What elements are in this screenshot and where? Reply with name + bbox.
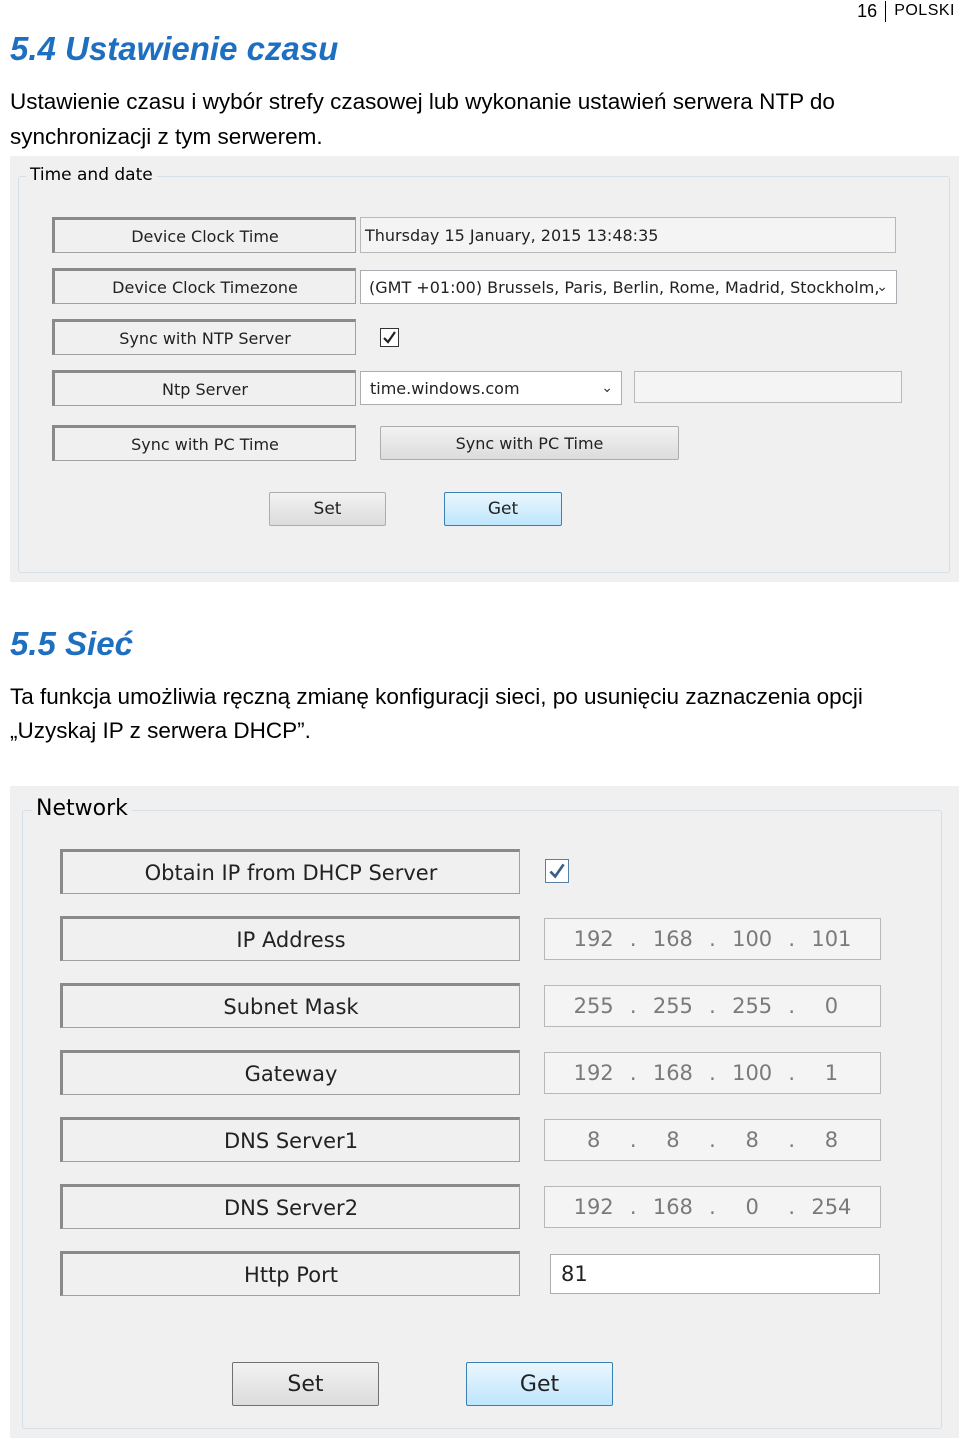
sync-ntp-label: Sync with NTP Server	[52, 319, 356, 355]
page-header	[857, 0, 955, 22]
gateway-label: Gateway	[60, 1050, 520, 1095]
dns1-octet-2: 8	[666, 1128, 680, 1152]
dns1-dot-2: .	[709, 1128, 716, 1152]
dns1-field[interactable]	[544, 1119, 881, 1161]
mask-octet-2: 255	[652, 994, 693, 1018]
section-network-description-line1: Ta funkcja umożliwia ręczną zmianę konfiguracji sieci, po usunięciu zaznaczenia opcji	[10, 684, 863, 709]
page-language: POLSKI	[894, 2, 955, 19]
chevron-down-icon: ⌄	[876, 279, 888, 295]
mask-dot-3: .	[788, 994, 796, 1018]
dns1-dot-3: .	[788, 1128, 796, 1152]
ip-octet-1: 192	[573, 927, 614, 951]
gateway-dot-3: .	[788, 1061, 796, 1085]
dns1-dot-1: .	[629, 1128, 637, 1152]
network-settings-panel	[10, 786, 959, 1438]
mask-dot-2: .	[709, 994, 716, 1018]
dhcp-label: Obtain IP from DHCP Server	[60, 849, 520, 894]
checkmark-icon	[382, 330, 397, 345]
ip-dot-2: .	[709, 927, 716, 951]
chevron-down-icon: ⌄	[601, 380, 613, 396]
timezone-select[interactable]	[360, 270, 897, 304]
mask-octet-3: 255	[732, 994, 773, 1018]
device-clock-time-label: Device Clock Time	[52, 217, 356, 253]
dns1-octet-3: 8	[745, 1128, 759, 1152]
section-title-time: 5.4 Ustawienie czasu	[10, 30, 339, 67]
dns2-octet-2: 168	[652, 1195, 693, 1219]
dns2-octet-1: 192	[573, 1195, 614, 1219]
mask-octet-1: 255	[573, 994, 614, 1018]
subnet-mask-field[interactable]	[544, 985, 881, 1027]
section-title-network: 5.5 Sieć	[10, 625, 133, 662]
http-port-field[interactable]: 81	[550, 1254, 880, 1294]
time-settings-panel	[10, 156, 959, 582]
gateway-field[interactable]	[544, 1052, 881, 1094]
dns1-label: DNS Server1	[60, 1117, 520, 1162]
time-group-title: Time and date	[26, 165, 157, 185]
ip-address-label: IP Address	[60, 916, 520, 961]
network-group-title: Network	[32, 796, 132, 821]
ntp-server-select-value: time.windows.com	[370, 378, 520, 398]
gateway-octet-2: 168	[652, 1061, 693, 1085]
ip-octet-2: 168	[652, 927, 693, 951]
subnet-mask-label: Subnet Mask	[60, 983, 520, 1028]
network-set-button[interactable]: Set	[232, 1362, 379, 1406]
dns2-label: DNS Server2	[60, 1184, 520, 1229]
gateway-dot-1: .	[629, 1061, 637, 1085]
section-network-description-line2: „Uzyskaj IP z serwera DHCP”.	[10, 718, 311, 743]
network-get-button[interactable]: Get	[466, 1362, 613, 1406]
ip-dot-3: .	[788, 927, 796, 951]
ip-octet-3: 100	[732, 927, 773, 951]
dns2-field[interactable]	[544, 1186, 881, 1228]
timezone-label: Device Clock Timezone	[52, 268, 356, 304]
dns2-dot-1: .	[629, 1195, 637, 1219]
dns2-dot-3: .	[788, 1195, 796, 1219]
dhcp-checkbox[interactable]	[545, 859, 569, 883]
sync-pc-label: Sync with PC Time	[52, 425, 356, 461]
dns2-dot-2: .	[709, 1195, 716, 1219]
gateway-dot-2: .	[709, 1061, 716, 1085]
http-port-label: Http Port	[60, 1251, 520, 1296]
ip-dot-1: .	[629, 927, 637, 951]
dns2-octet-4: 254	[811, 1195, 852, 1219]
ntp-server-select[interactable]	[360, 371, 622, 405]
ip-octet-4: 101	[811, 927, 852, 951]
time-set-button[interactable]: Set	[269, 492, 386, 526]
gateway-octet-3: 100	[732, 1061, 773, 1085]
section-time-description-line1: Ustawienie czasu i wybór strefy czasowej lub wykonanie ustawień serwera NTP do	[10, 89, 835, 114]
dns1-octet-1: 8	[586, 1128, 601, 1152]
page-number: 16	[857, 1, 886, 22]
sync-ntp-checkbox[interactable]	[380, 328, 399, 347]
mask-dot-1: .	[629, 994, 637, 1018]
dns1-octet-4: 8	[824, 1128, 839, 1152]
device-clock-time-field: Thursday 15 January, 2015 13:48:35	[360, 217, 896, 253]
sync-pc-time-button[interactable]: Sync with PC Time	[380, 426, 679, 460]
mask-octet-4: 0	[824, 994, 839, 1018]
timezone-select-value: (GMT +01:00) Brussels, Paris, Berlin, Rome, Madrid, Stockholm,	[369, 277, 880, 297]
ip-address-field[interactable]	[544, 918, 881, 960]
ntp-server-extra-field[interactable]	[634, 371, 902, 403]
section-time-description-line2: synchronizacji z tym serwerem.	[10, 124, 323, 149]
gateway-octet-4: 1	[824, 1061, 839, 1085]
checkmark-icon	[548, 862, 566, 880]
gateway-octet-1: 192	[573, 1061, 614, 1085]
ntp-server-label: Ntp Server	[52, 370, 356, 406]
dns2-octet-3: 0	[745, 1195, 759, 1219]
time-get-button[interactable]: Get	[444, 492, 562, 526]
